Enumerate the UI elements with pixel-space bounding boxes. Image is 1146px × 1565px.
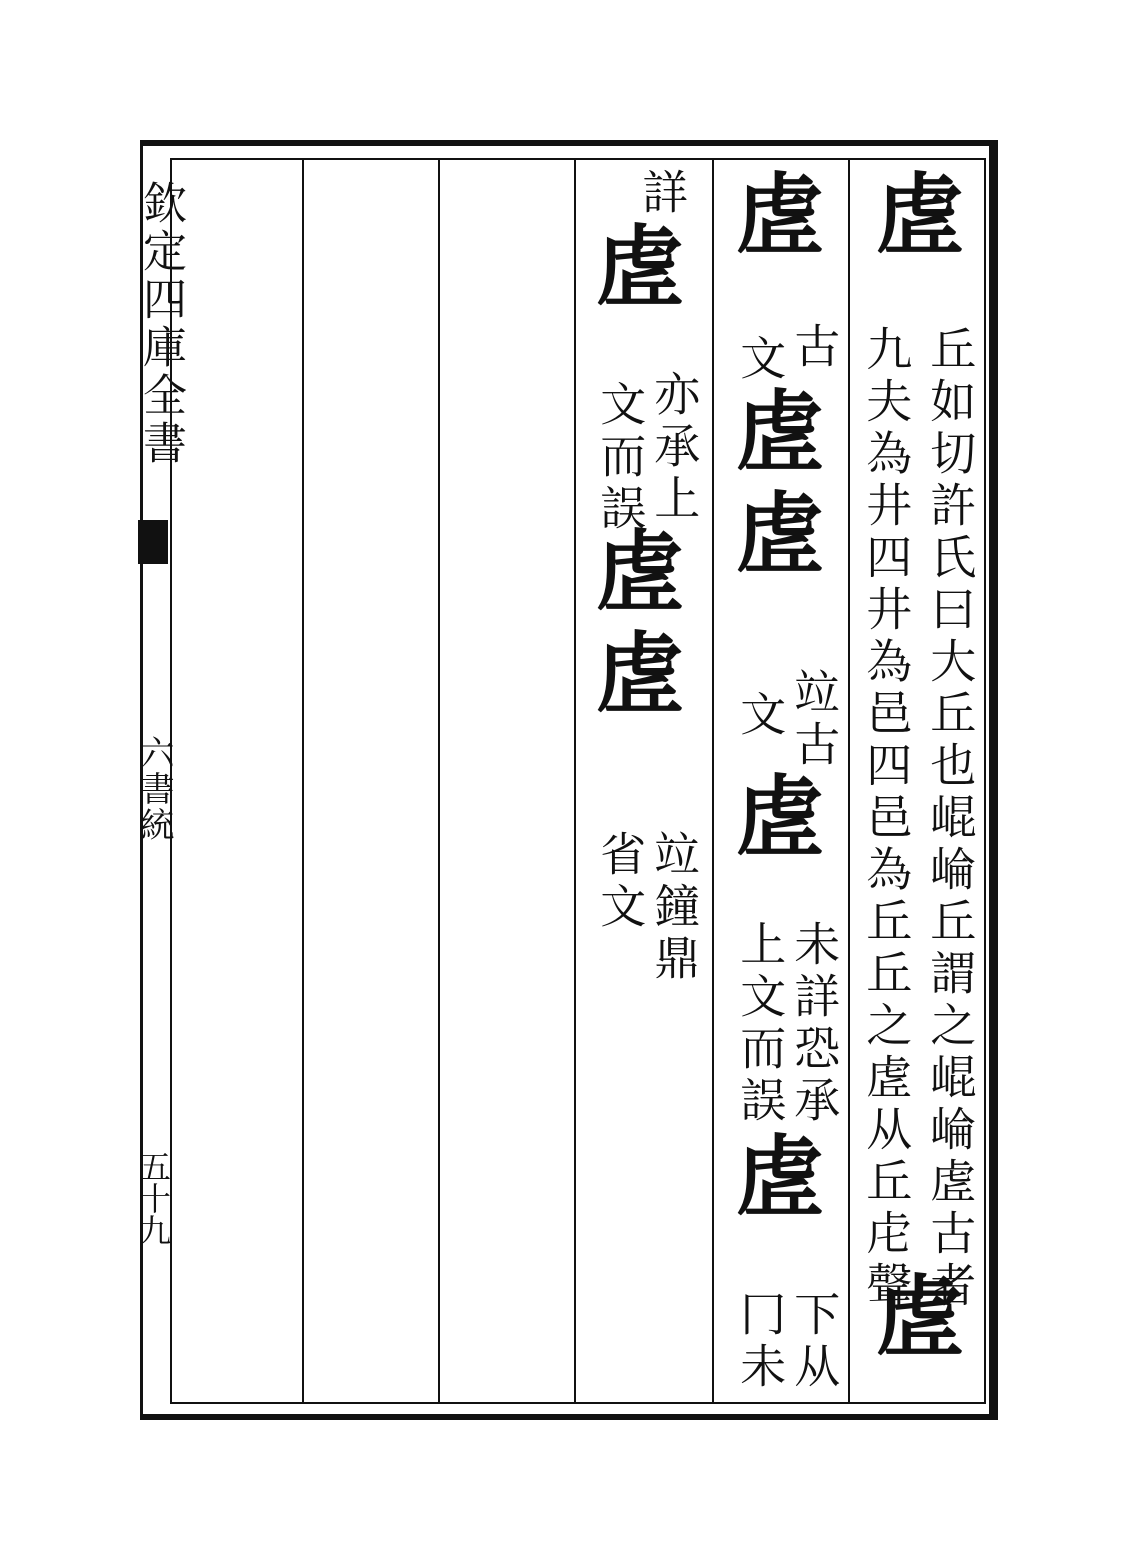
annotation-head: 詳 xyxy=(635,168,690,220)
column-rule xyxy=(302,160,304,1402)
seal-glyph: 虗 xyxy=(722,168,826,270)
annotation-left: 文而誤 xyxy=(593,380,648,536)
column-rule xyxy=(438,160,440,1402)
seal-glyph: 虗 xyxy=(862,1270,966,1372)
seal-glyph: 虗 xyxy=(722,1130,826,1232)
column-rule xyxy=(848,160,850,1402)
seal-glyph: 虗 xyxy=(862,168,966,270)
margin-book-title: 六書統 xyxy=(134,735,174,843)
annotation-left: 文 xyxy=(733,334,788,386)
fishtail-mark xyxy=(138,520,168,564)
margin-title: 欽定四庫全書 xyxy=(135,180,186,468)
column-rule xyxy=(712,160,714,1402)
annotation-right: 竝鐘鼎 xyxy=(647,830,702,986)
seal-glyph: 虗虗 xyxy=(722,385,826,589)
seal-glyph: 虗虗 xyxy=(582,525,686,729)
annotation-right: 下从 xyxy=(787,1290,842,1394)
column-rule xyxy=(574,160,576,1402)
annotation-left: 上文而誤 xyxy=(733,920,788,1128)
margin-page-number: 五十九 xyxy=(134,1150,172,1246)
annotation-left: 文 xyxy=(733,690,788,742)
annotation-left: 冂未 xyxy=(733,1290,788,1394)
annotation-left: 九夫為井四井為邑四邑為丘丘之虗从丘虍聲 xyxy=(859,325,914,1313)
annotation-right: 丘如切許氏曰大丘也崐崘丘謂之崐崘虗古者 xyxy=(923,325,978,1313)
seal-glyph: 虗 xyxy=(582,220,686,322)
annotation-right: 竝古 xyxy=(787,668,842,772)
annotation-right: 亦承上 xyxy=(647,370,702,526)
annotation-left: 省文 xyxy=(593,830,648,934)
annotation-right: 未詳恐承 xyxy=(787,920,842,1128)
annotation-right: 古 xyxy=(787,322,842,374)
seal-glyph: 虗 xyxy=(722,770,826,872)
